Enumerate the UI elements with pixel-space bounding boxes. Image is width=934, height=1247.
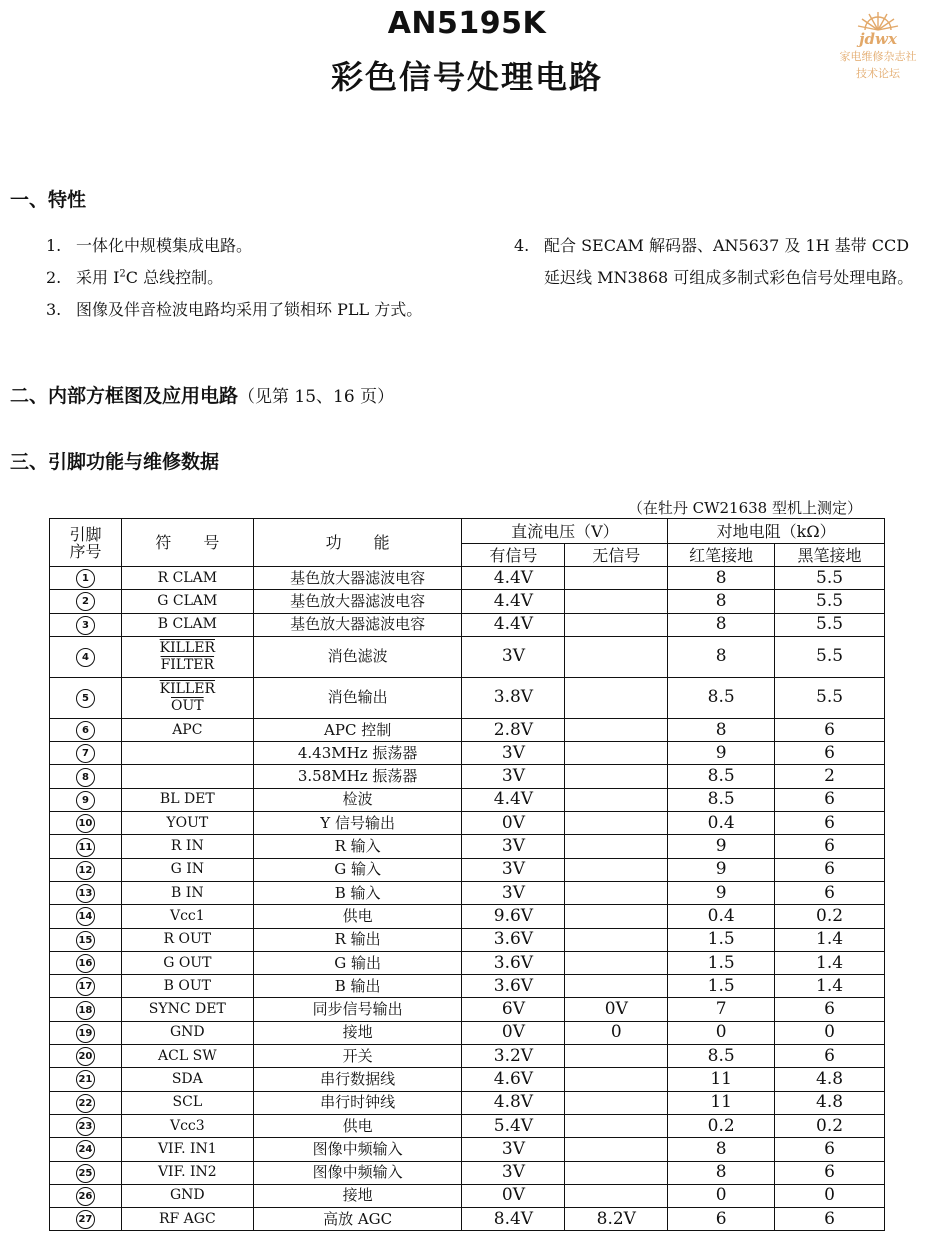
cell-function: 同步信号输出 bbox=[253, 998, 462, 1021]
cell-pin bbox=[50, 1091, 122, 1114]
pin-number: 21 bbox=[76, 1070, 95, 1089]
header-no-signal: 无信号 bbox=[565, 544, 668, 567]
cell-voltage-signal: 3.2V bbox=[462, 1045, 565, 1068]
cell-voltage-signal: 4.8V bbox=[462, 1091, 565, 1114]
cell-symbol: Vcc1 bbox=[121, 905, 253, 928]
cell-voltage-no-signal: 0 bbox=[565, 1021, 668, 1044]
pin-number: 5 bbox=[76, 689, 95, 708]
table-row bbox=[50, 881, 885, 904]
cell-voltage-signal: 5.4V bbox=[462, 1114, 565, 1137]
cell-resistance-black: 6 bbox=[775, 998, 885, 1021]
feature-num: 1. bbox=[46, 236, 62, 255]
cell-resistance-black: 6 bbox=[775, 718, 885, 741]
cell-symbol: B IN bbox=[121, 881, 253, 904]
table-row bbox=[50, 1138, 885, 1161]
cell-voltage-signal: 3V bbox=[462, 881, 565, 904]
table-row bbox=[50, 858, 885, 881]
cell-resistance-black: 1.4 bbox=[775, 951, 885, 974]
cell-function: 基色放大器滤波电容 bbox=[253, 590, 462, 613]
header-red-probe: 红笔接地 bbox=[668, 544, 775, 567]
cell-symbol: R CLAM bbox=[121, 567, 253, 590]
cell-resistance-black: 0.2 bbox=[775, 905, 885, 928]
cell-symbol: R OUT bbox=[121, 928, 253, 951]
logo-line-1: 家电维修杂志社 bbox=[839, 50, 917, 63]
logo-brand: jdwx bbox=[859, 30, 897, 48]
header-pin-line2: 序号 bbox=[69, 541, 102, 561]
cell-resistance-red: 8 bbox=[668, 613, 775, 636]
pin-number: 17 bbox=[76, 977, 95, 996]
table-row bbox=[50, 1045, 885, 1068]
cell-pin bbox=[50, 1161, 122, 1184]
feature-num: 4. bbox=[514, 236, 530, 255]
cell-voltage-no-signal bbox=[565, 928, 668, 951]
pin-number: 25 bbox=[76, 1164, 95, 1183]
cell-resistance-red: 8.5 bbox=[668, 788, 775, 811]
cell-voltage-no-signal bbox=[565, 951, 668, 974]
cell-voltage-signal: 3V bbox=[462, 1161, 565, 1184]
pin-number: 16 bbox=[76, 954, 95, 973]
cell-voltage-signal: 3V bbox=[462, 835, 565, 858]
cell-voltage-no-signal bbox=[565, 975, 668, 998]
feature-text: 配合 SECAM 解码器、AN5637 及 1H 基带 CCD 延迟线 MN3868 可组成多制式彩色信号处理电路。 bbox=[544, 236, 914, 287]
table-row bbox=[50, 812, 885, 835]
cell-resistance-red: 8 bbox=[668, 567, 775, 590]
pin-number: 22 bbox=[76, 1094, 95, 1113]
header-with-signal: 有信号 bbox=[462, 544, 565, 567]
table-row bbox=[50, 975, 885, 998]
table-row bbox=[50, 567, 885, 590]
cell-symbol: R IN bbox=[121, 835, 253, 858]
cell-resistance-red: 8 bbox=[668, 1161, 775, 1184]
cell-symbol: G IN bbox=[121, 858, 253, 881]
cell-function: 4.43MHz 振荡器 bbox=[253, 742, 462, 765]
cell-pin bbox=[50, 765, 122, 788]
pin-number: 19 bbox=[76, 1024, 95, 1043]
table-row bbox=[50, 718, 885, 741]
feature-list-left bbox=[46, 230, 476, 326]
cell-function: 图像中频输入 bbox=[253, 1161, 462, 1184]
cell-pin bbox=[50, 835, 122, 858]
page-reference: （见第 15、16 页） bbox=[238, 387, 395, 407]
cell-symbol bbox=[121, 636, 253, 677]
cell-resistance-black: 5.5 bbox=[775, 567, 885, 590]
cell-resistance-red: 1.5 bbox=[668, 928, 775, 951]
cell-function: 3.58MHz 振荡器 bbox=[253, 765, 462, 788]
cell-voltage-no-signal bbox=[565, 590, 668, 613]
cell-symbol: BL DET bbox=[121, 788, 253, 811]
pin-number: 6 bbox=[76, 721, 95, 740]
cell-resistance-red: 0.2 bbox=[668, 1114, 775, 1137]
cell-resistance-black: 0 bbox=[775, 1021, 885, 1044]
feature-item-2 bbox=[46, 262, 476, 294]
cell-pin bbox=[50, 905, 122, 928]
cell-voltage-signal: 2.8V bbox=[462, 718, 565, 741]
cell-pin bbox=[50, 858, 122, 881]
cell-voltage-no-signal bbox=[565, 1138, 668, 1161]
cell-resistance-red: 11 bbox=[668, 1091, 775, 1114]
cell-resistance-red: 9 bbox=[668, 858, 775, 881]
cell-voltage-signal: 8.4V bbox=[462, 1208, 565, 1231]
cell-resistance-red: 8.5 bbox=[668, 677, 775, 718]
sun-icon bbox=[855, 8, 901, 32]
table-row bbox=[50, 928, 885, 951]
cell-function: 消色输出 bbox=[253, 677, 462, 718]
logo-line-2: 技术论坛 bbox=[856, 67, 900, 80]
cell-voltage-signal: 0V bbox=[462, 812, 565, 835]
cell-voltage-signal: 6V bbox=[462, 998, 565, 1021]
cell-voltage-signal: 4.4V bbox=[462, 567, 565, 590]
cell-resistance-red: 8 bbox=[668, 636, 775, 677]
table-row bbox=[50, 590, 885, 613]
table-row bbox=[50, 951, 885, 974]
table-row bbox=[50, 1114, 885, 1137]
cell-function: 检波 bbox=[253, 788, 462, 811]
cell-symbol: SCL bbox=[121, 1091, 253, 1114]
header-dc-voltage: 直流电压（V） bbox=[462, 519, 668, 544]
cell-voltage-no-signal bbox=[565, 613, 668, 636]
cell-resistance-red: 1.5 bbox=[668, 975, 775, 998]
cell-resistance-black: 6 bbox=[775, 788, 885, 811]
cell-voltage-signal: 3V bbox=[462, 742, 565, 765]
pin-data-table bbox=[49, 518, 885, 1231]
cell-function: G 输入 bbox=[253, 858, 462, 881]
publisher-logo bbox=[830, 8, 926, 82]
cell-pin bbox=[50, 590, 122, 613]
cell-symbol: APC bbox=[121, 718, 253, 741]
cell-voltage-no-signal: 0V bbox=[565, 998, 668, 1021]
table-row bbox=[50, 636, 885, 677]
cell-pin bbox=[50, 1184, 122, 1207]
cell-pin bbox=[50, 613, 122, 636]
pin-number: 3 bbox=[76, 616, 95, 635]
cell-function: 供电 bbox=[253, 905, 462, 928]
cell-symbol: B OUT bbox=[121, 975, 253, 998]
pin-number: 26 bbox=[76, 1187, 95, 1206]
cell-pin bbox=[50, 1208, 122, 1231]
cell-symbol: VIF. IN1 bbox=[121, 1138, 253, 1161]
cell-symbol bbox=[121, 742, 253, 765]
cell-function: B 输入 bbox=[253, 881, 462, 904]
cell-resistance-red: 8.5 bbox=[668, 765, 775, 788]
cell-resistance-red: 7 bbox=[668, 998, 775, 1021]
cell-resistance-black: 6 bbox=[775, 1138, 885, 1161]
symbol-line2: FILTER bbox=[160, 656, 215, 673]
cell-voltage-no-signal bbox=[565, 1114, 668, 1137]
cell-resistance-red: 8 bbox=[668, 1138, 775, 1161]
cell-voltage-no-signal bbox=[565, 567, 668, 590]
pin-number: 18 bbox=[76, 1001, 95, 1020]
pin-number: 7 bbox=[76, 744, 95, 763]
table-row bbox=[50, 1091, 885, 1114]
feature-num: 2. bbox=[46, 268, 62, 287]
cell-pin bbox=[50, 1068, 122, 1091]
cell-function: 基色放大器滤波电容 bbox=[253, 613, 462, 636]
cell-voltage-no-signal bbox=[565, 718, 668, 741]
symbol-line1: KILLER bbox=[159, 680, 215, 697]
cell-resistance-red: 0.4 bbox=[668, 905, 775, 928]
cell-function: 图像中频输入 bbox=[253, 1138, 462, 1161]
cell-symbol: GND bbox=[121, 1021, 253, 1044]
cell-voltage-signal: 3V bbox=[462, 858, 565, 881]
header-pin-line1: 引脚 bbox=[69, 524, 102, 544]
cell-voltage-signal: 3.6V bbox=[462, 928, 565, 951]
cell-symbol: G OUT bbox=[121, 951, 253, 974]
cell-resistance-black: 0.2 bbox=[775, 1114, 885, 1137]
cell-function: 接地 bbox=[253, 1184, 462, 1207]
pin-number: 23 bbox=[76, 1117, 95, 1136]
cell-voltage-signal: 4.4V bbox=[462, 788, 565, 811]
cell-function: 消色滤波 bbox=[253, 636, 462, 677]
cell-voltage-no-signal bbox=[565, 1045, 668, 1068]
cell-resistance-black: 4.8 bbox=[775, 1091, 885, 1114]
cell-pin bbox=[50, 812, 122, 835]
cell-symbol: VIF. IN2 bbox=[121, 1161, 253, 1184]
table-row bbox=[50, 1161, 885, 1184]
cell-voltage-signal: 4.6V bbox=[462, 1068, 565, 1091]
cell-function: 串行时钟线 bbox=[253, 1091, 462, 1114]
model-title: AN5195K bbox=[387, 6, 547, 41]
pin-number: 12 bbox=[76, 861, 95, 880]
table-row bbox=[50, 1021, 885, 1044]
cell-resistance-red: 0 bbox=[668, 1021, 775, 1044]
cell-symbol: RF AGC bbox=[121, 1208, 253, 1231]
symbol-line1: KILLER bbox=[159, 639, 215, 656]
cell-voltage-no-signal bbox=[565, 858, 668, 881]
cell-voltage-no-signal bbox=[565, 788, 668, 811]
cell-function: R 输入 bbox=[253, 835, 462, 858]
cell-pin bbox=[50, 677, 122, 718]
table-row bbox=[50, 1184, 885, 1207]
cell-symbol: B CLAM bbox=[121, 613, 253, 636]
cell-resistance-black: 6 bbox=[775, 742, 885, 765]
header-black-probe: 黑笔接地 bbox=[775, 544, 885, 567]
cell-resistance-black: 0 bbox=[775, 1184, 885, 1207]
cell-symbol bbox=[121, 677, 253, 718]
cell-function: R 输出 bbox=[253, 928, 462, 951]
feature-item-1 bbox=[46, 230, 476, 262]
cell-voltage-no-signal bbox=[565, 1161, 668, 1184]
section-heading-pins: 三、引脚功能与维修数据 bbox=[10, 451, 220, 473]
cell-voltage-no-signal: 8.2V bbox=[565, 1208, 668, 1231]
cell-voltage-no-signal bbox=[565, 905, 668, 928]
cell-symbol: SYNC DET bbox=[121, 998, 253, 1021]
feature-item-3 bbox=[46, 294, 476, 326]
pin-number: 8 bbox=[76, 768, 95, 787]
cell-resistance-black: 6 bbox=[775, 835, 885, 858]
feature-item-4 bbox=[514, 230, 928, 294]
cell-pin bbox=[50, 567, 122, 590]
pin-number: 14 bbox=[76, 907, 95, 926]
header-pin bbox=[50, 519, 122, 567]
cell-resistance-red: 0 bbox=[668, 1184, 775, 1207]
cell-symbol: YOUT bbox=[121, 812, 253, 835]
table-row bbox=[50, 742, 885, 765]
cell-voltage-no-signal bbox=[565, 1184, 668, 1207]
pin-number: 24 bbox=[76, 1140, 95, 1159]
table-row bbox=[50, 677, 885, 718]
pin-number: 15 bbox=[76, 931, 95, 950]
cell-resistance-red: 9 bbox=[668, 835, 775, 858]
table-row bbox=[50, 1068, 885, 1091]
cell-voltage-signal: 3.6V bbox=[462, 975, 565, 998]
feature-text-pre: 采用 I bbox=[76, 268, 120, 287]
pin-number: 20 bbox=[76, 1047, 95, 1066]
pin-number: 4 bbox=[76, 648, 95, 667]
cell-voltage-signal: 3V bbox=[462, 765, 565, 788]
feature-text-post: C 总线控制。 bbox=[125, 268, 224, 287]
pin-number: 10 bbox=[76, 814, 95, 833]
table-row bbox=[50, 613, 885, 636]
cell-function: 高放 AGC bbox=[253, 1208, 462, 1231]
cell-voltage-no-signal bbox=[565, 677, 668, 718]
feature-superscript: 2 bbox=[119, 268, 126, 280]
cell-pin bbox=[50, 788, 122, 811]
feature-text: 一体化中规模集成电路。 bbox=[76, 236, 253, 255]
cell-function: 串行数据线 bbox=[253, 1068, 462, 1091]
cell-resistance-red: 9 bbox=[668, 881, 775, 904]
cell-function: 接地 bbox=[253, 1021, 462, 1044]
cell-voltage-no-signal bbox=[565, 1068, 668, 1091]
cell-resistance-red: 11 bbox=[668, 1068, 775, 1091]
cell-resistance-black: 6 bbox=[775, 1161, 885, 1184]
pin-number: 1 bbox=[76, 569, 95, 588]
cell-voltage-signal: 0V bbox=[462, 1021, 565, 1044]
header-function: 功 能 bbox=[253, 519, 462, 567]
cell-resistance-red: 8.5 bbox=[668, 1045, 775, 1068]
cell-voltage-no-signal bbox=[565, 742, 668, 765]
cell-resistance-red: 0.4 bbox=[668, 812, 775, 835]
cell-function: B 输出 bbox=[253, 975, 462, 998]
cell-resistance-red: 1.5 bbox=[668, 951, 775, 974]
pin-number: 13 bbox=[76, 884, 95, 903]
pin-number: 11 bbox=[76, 838, 95, 857]
cell-function: 基色放大器滤波电容 bbox=[253, 567, 462, 590]
cell-pin bbox=[50, 718, 122, 741]
cell-resistance-black: 4.8 bbox=[775, 1068, 885, 1091]
cell-voltage-signal: 3V bbox=[462, 1138, 565, 1161]
cell-voltage-no-signal bbox=[565, 765, 668, 788]
symbol-line2: $\overline{OUT}$ bbox=[171, 697, 204, 714]
table-row bbox=[50, 998, 885, 1021]
cell-resistance-red: 8 bbox=[668, 590, 775, 613]
cell-pin bbox=[50, 636, 122, 677]
table-row bbox=[50, 1208, 885, 1231]
feature-list-right bbox=[514, 230, 928, 294]
cell-resistance-black: 5.5 bbox=[775, 636, 885, 677]
feature-text: 图像及伴音检波电路均采用了锁相环 PLL 方式。 bbox=[76, 300, 423, 319]
cell-pin bbox=[50, 1138, 122, 1161]
cell-resistance-black: 5.5 bbox=[775, 613, 885, 636]
cell-resistance-black: 5.5 bbox=[775, 590, 885, 613]
cell-resistance-red: 9 bbox=[668, 742, 775, 765]
pin-number: 2 bbox=[76, 592, 95, 611]
table-row bbox=[50, 788, 885, 811]
cell-voltage-signal: 3.8V bbox=[462, 677, 565, 718]
cell-pin bbox=[50, 1045, 122, 1068]
table-row bbox=[50, 835, 885, 858]
cell-resistance-black: 6 bbox=[775, 881, 885, 904]
cell-pin bbox=[50, 742, 122, 765]
cell-voltage-no-signal bbox=[565, 636, 668, 677]
cell-symbol: GND bbox=[121, 1184, 253, 1207]
cell-function: APC 控制 bbox=[253, 718, 462, 741]
cell-resistance-black: 5.5 bbox=[775, 677, 885, 718]
cell-voltage-signal: 3.6V bbox=[462, 951, 565, 974]
page-title: 彩色信号处理电路 bbox=[330, 58, 603, 96]
cell-resistance-red: 8 bbox=[668, 718, 775, 741]
cell-resistance-black: 6 bbox=[775, 858, 885, 881]
cell-voltage-no-signal bbox=[565, 835, 668, 858]
table-row bbox=[50, 905, 885, 928]
cell-voltage-signal: 0V bbox=[462, 1184, 565, 1207]
cell-resistance-black: 1.4 bbox=[775, 928, 885, 951]
cell-pin bbox=[50, 928, 122, 951]
cell-resistance-red: 6 bbox=[668, 1208, 775, 1231]
cell-symbol: SDA bbox=[121, 1068, 253, 1091]
cell-resistance-black: 2 bbox=[775, 765, 885, 788]
header-symbol: 符 号 bbox=[121, 519, 253, 567]
cell-function: Y 信号输出 bbox=[253, 812, 462, 835]
cell-pin bbox=[50, 1114, 122, 1137]
cell-resistance-black: 6 bbox=[775, 1208, 885, 1231]
cell-symbol: G CLAM bbox=[121, 590, 253, 613]
section-heading-text: 二、内部方框图及应用电路 bbox=[10, 385, 239, 407]
cell-symbol: ACL SW bbox=[121, 1045, 253, 1068]
cell-voltage-no-signal bbox=[565, 812, 668, 835]
cell-voltage-signal: 4.4V bbox=[462, 590, 565, 613]
cell-symbol bbox=[121, 765, 253, 788]
cell-pin bbox=[50, 975, 122, 998]
cell-function: 供电 bbox=[253, 1114, 462, 1137]
cell-pin bbox=[50, 1021, 122, 1044]
cell-voltage-signal: 3V bbox=[462, 636, 565, 677]
cell-voltage-signal: 4.4V bbox=[462, 613, 565, 636]
cell-pin bbox=[50, 881, 122, 904]
cell-resistance-black: 6 bbox=[775, 812, 885, 835]
pin-number: 9 bbox=[76, 791, 95, 810]
section-heading-features: 一、特性 bbox=[10, 189, 87, 211]
cell-function: G 输出 bbox=[253, 951, 462, 974]
cell-voltage-signal: 9.6V bbox=[462, 905, 565, 928]
cell-voltage-no-signal bbox=[565, 1091, 668, 1114]
cell-resistance-black: 6 bbox=[775, 1045, 885, 1068]
section-heading-diagram bbox=[10, 381, 394, 408]
cell-symbol: Vcc3 bbox=[121, 1114, 253, 1137]
cell-pin bbox=[50, 951, 122, 974]
cell-voltage-no-signal bbox=[565, 881, 668, 904]
feature-num: 3. bbox=[46, 300, 62, 319]
header-resistance: 对地电阻（kΩ） bbox=[668, 519, 885, 544]
cell-pin bbox=[50, 998, 122, 1021]
table-row bbox=[50, 765, 885, 788]
test-condition-note: （在牡丹 CW21638 型机上测定） bbox=[627, 499, 862, 517]
cell-resistance-black: 1.4 bbox=[775, 975, 885, 998]
pin-number: 27 bbox=[76, 1210, 95, 1229]
cell-function: 开关 bbox=[253, 1045, 462, 1068]
